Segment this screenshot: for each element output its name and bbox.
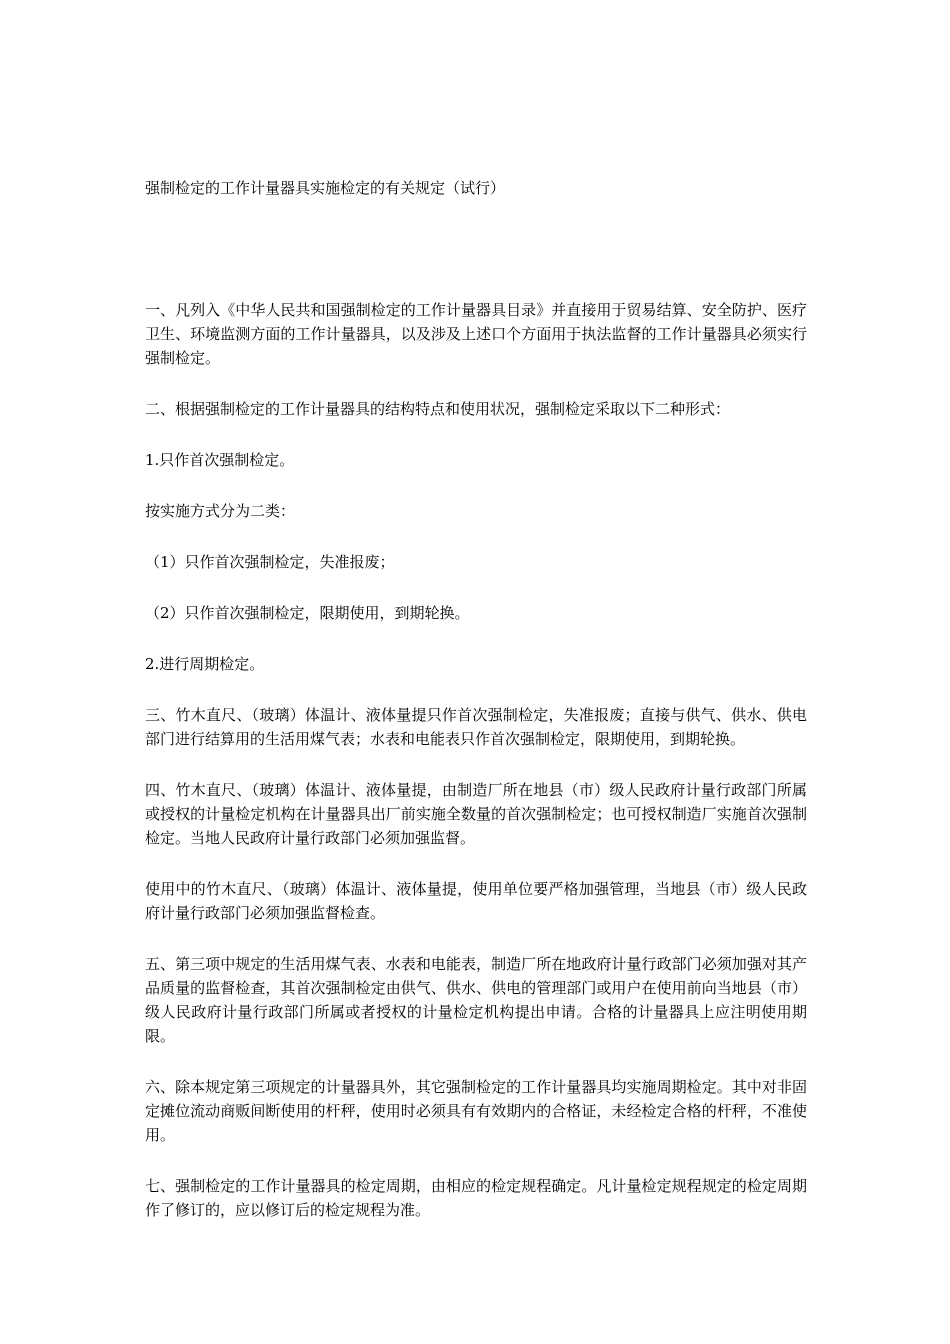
document-body bbox=[145, 298, 807, 1249]
paragraph-11: 五、第三项中规定的生活用煤气表、水表和电能表，制造厂所在地政府计量行政部门必须加强对其产品质量的监督检查，其首次强制检定由供气、供水、供电的管理部门或用户在使用前向当地县（市）级人民政府计量行政部门所属或者授权的计量检定机构提出申请。合格的计量器具上应注明使用期限。 bbox=[145, 955, 807, 1045]
paragraph-12: 六、除本规定第三项规定的计量器具外，其它强制检定的工作计量器具均实施周期检定。其中对非固定摊位流动商贩间断使用的杆秤，使用时必须具有有效期内的合格证，未经检定合格的杆秤，不准使用。 bbox=[145, 1078, 807, 1144]
paragraph-1: 一、凡列入《中华人民共和国强制检定的工作计量器具目录》并直接用于贸易结算、安全防护、医疗卫生、环境监测方面的工作计量器具，以及涉及上述口个方面用于执法监督的工作计量器具必须实行强制检定。 bbox=[145, 301, 807, 367]
paragraph-13: 七、强制检定的工作计量器具的检定周期，由相应的检定规程确定。凡计量检定规程规定的检定周期作了修订的，应以修订后的检定规程为准。 bbox=[145, 1177, 807, 1219]
paragraph-7: 2.进行周期检定。 bbox=[145, 655, 265, 673]
paragraph-5: （1）只作首次强制检定，失准报废； bbox=[145, 553, 395, 571]
paragraph-4: 按实施方式分为二类： bbox=[145, 502, 296, 520]
document-title: 强制检定的工作计量器具实施检定的有关规定（试行） bbox=[145, 179, 506, 197]
paragraph-8: 三、竹木直尺、（玻璃）体温计、液体量提只作首次强制检定，失准报废；直接与供气、供水、供电部门进行结算用的生活用煤气表；水表和电能表只作首次强制检定，限期使用，到期轮换。 bbox=[145, 706, 807, 748]
paragraph-10: 使用中的竹木直尺、（玻璃）体温计、液体量提，使用单位要严格加强管理，当地县（市）级人民政府计量行政部门必须加强监督检查。 bbox=[145, 880, 807, 922]
paragraph-3: 1.只作首次强制检定。 bbox=[145, 451, 295, 469]
paragraph-9: 四、竹木直尺、（玻璃）体温计、液体量提，由制造厂所在地县（市）级人民政府计量行政部门所属或授权的计量检定机构在计量器具出厂前实施全数量的首次强制检定；也可授权制造厂实施首次强制检定。当地人民政府计量行政部门必须加强监督。 bbox=[145, 781, 807, 847]
paragraph-6: （2）只作首次强制检定，限期使用，到期轮换。 bbox=[145, 604, 470, 622]
paragraph-2: 二、根据强制检定的工作计量器具的结构特点和使用状况，强制检定采取以下二种形式： bbox=[145, 400, 731, 418]
